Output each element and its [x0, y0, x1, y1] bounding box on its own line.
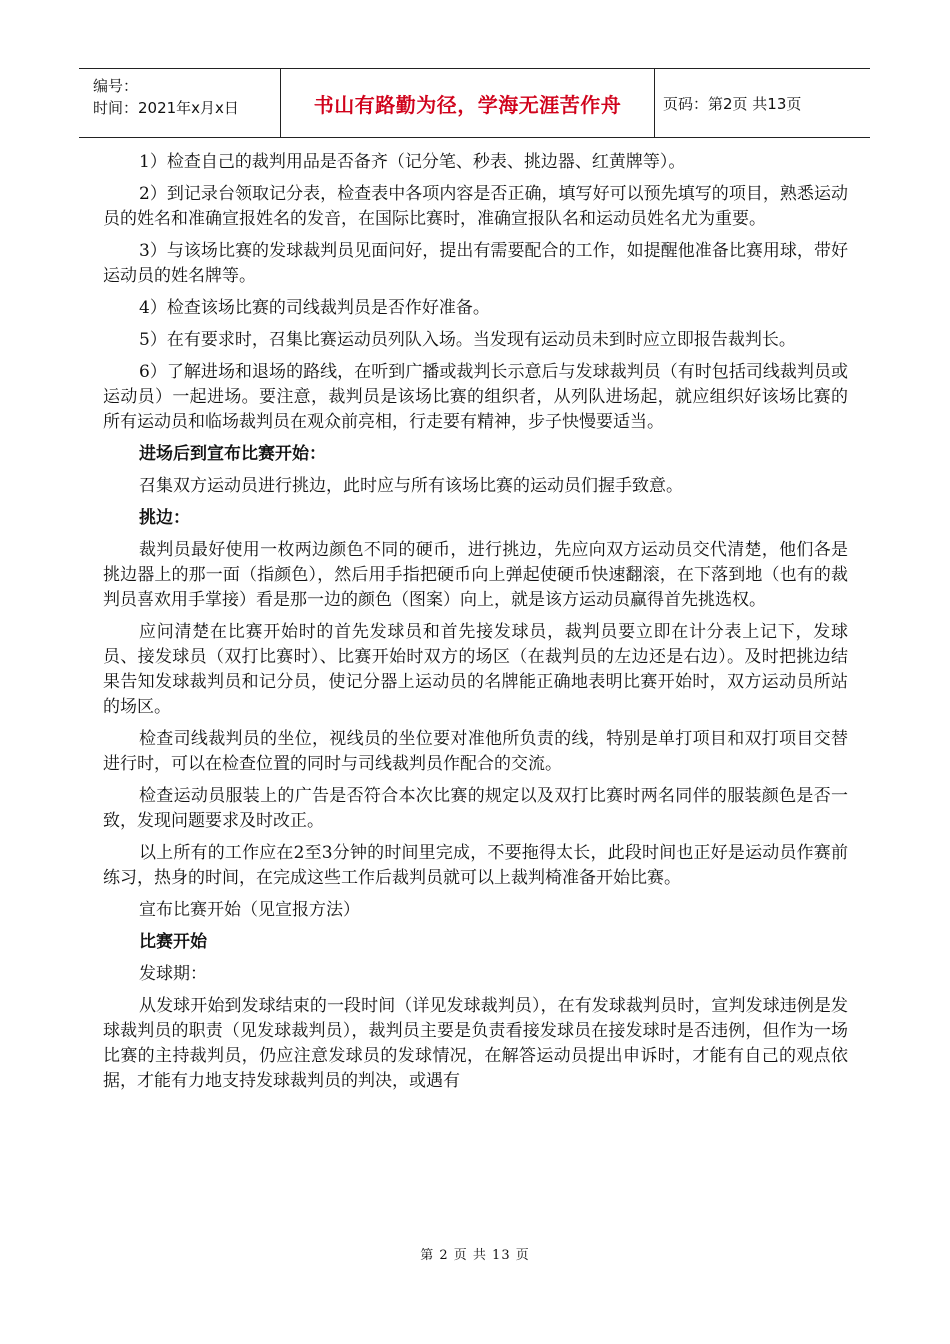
document-body — [103, 150, 848, 1101]
body-paragraph: 6）了解进场和退场的路线，在听到广播或裁判长示意后与发球裁判员（有时包括司线裁判员或运动员）一起进场。要注意，裁判员是该场比赛的组织者，从列队进场起，就应组织好该场比赛的所有运动员和临场裁判员在观众前亮相，行走要有精神，步子快慢要适当。 — [103, 362, 848, 432]
page-footer — [0, 1244, 950, 1263]
body-paragraph: 检查司线裁判员的坐位，视线员的坐位要对准他所负责的线，特别是单打项目和双打项目交替进行时，可以在检查位置的同时与司线裁判员作配合的交流。 — [103, 729, 848, 774]
header-page-cell — [655, 69, 870, 137]
body-paragraph: 以上所有的工作应在2至3分钟的时间里完成，不要拖得太长，此段时间也正好是运动员作赛前练习，热身的时间，在完成这些工作后裁判员就可以上裁判椅准备开始比赛。 — [103, 843, 848, 888]
document-number-label: 编号： — [93, 77, 139, 95]
body-paragraph: 召集双方运动员进行挑边，此时应与所有该场比赛的运动员们握手致意。 — [139, 476, 683, 496]
footer-page-number: 第 2 页 共 13 页 — [420, 1248, 530, 1263]
section-heading: 挑边： — [139, 508, 190, 528]
body-paragraph: 4）检查该场比赛的司线裁判员是否作好准备。 — [139, 298, 490, 318]
body-paragraph: 5）在有要求时，召集比赛运动员列队入场。当发现有运动员未到时应立即报告裁判长。 — [139, 330, 796, 350]
page-header — [79, 68, 870, 138]
section-heading: 比赛开始 — [139, 932, 207, 952]
body-paragraph: 从发球开始到发球结束的一段时间（详见发球裁判员），在有发球裁判员时，宣判发球违例是发球裁判员的职责（见发球裁判员），裁判员主要是负责看接发球员在接发球时是否违例，但作为一场比赛的主持裁判员，仍应注意发球员的发球情况，在解答运动员提出申诉时，才能有自己的观点依据，才能有力地支持发球裁判员的判决，或遇有 — [103, 996, 848, 1091]
header-meta-cell — [79, 69, 281, 137]
body-paragraph: 检查运动员服装上的广告是否符合本次比赛的规定以及双打比赛时两名同伴的服装颜色是否一致，发现问题要求及时改正。 — [103, 786, 848, 831]
header-motto-cell — [281, 69, 655, 137]
header-page-code: 页码：第2页 共13页 — [663, 94, 802, 113]
body-paragraph: 2）到记录台领取记分表，检查表中各项内容是否正确，填写好可以预先填写的项目，熟悉运动员的姓名和准确宣报姓名的发音，在国际比赛时，准确宣报队名和运动员姓名尤为重要。 — [103, 184, 848, 229]
body-paragraph: 3）与该场比赛的发球裁判员见面问好，提出有需要配合的工作，如提醒他准备比赛用球，带好运动员的姓名牌等。 — [103, 241, 848, 286]
header-motto: 书山有路勤为径，学海无涯苦作舟 — [313, 92, 622, 117]
body-paragraph: 发球期： — [139, 964, 207, 984]
document-date: 时间：2021年x月x日 — [93, 99, 239, 117]
body-paragraph: 宣布比赛开始（见宣报方法） — [139, 900, 360, 920]
body-paragraph: 应问清楚在比赛开始时的首先发球员和首先接发球员，裁判员要立即在计分表上记下，发球员、接发球员（双打比赛时）、比赛开始时双方的场区（在裁判员的左边还是右边）。及时把挑边结果告知发球裁判员和记分员，使记分器上运动员的名牌能正确地表明比赛开始时，双方运动员所站的场区。 — [103, 622, 848, 717]
section-heading: 进场后到宣布比赛开始： — [139, 444, 326, 464]
body-paragraph: 裁判员最好使用一枚两边颜色不同的硬币，进行挑边，先应向双方运动员交代清楚，他们各是挑边器上的那一面（指颜色），然后用手指把硬币向上弹起使硬币快速翻滚，在下落到地（也有的裁判员喜欢用手掌接）看是那一边的颜色（图案）向上，就是该方运动员赢得首先挑选权。 — [103, 540, 848, 610]
body-paragraph: 1）检查自己的裁判用品是否备齐（记分笔、秒表、挑边器、红黄牌等）。 — [139, 152, 686, 172]
